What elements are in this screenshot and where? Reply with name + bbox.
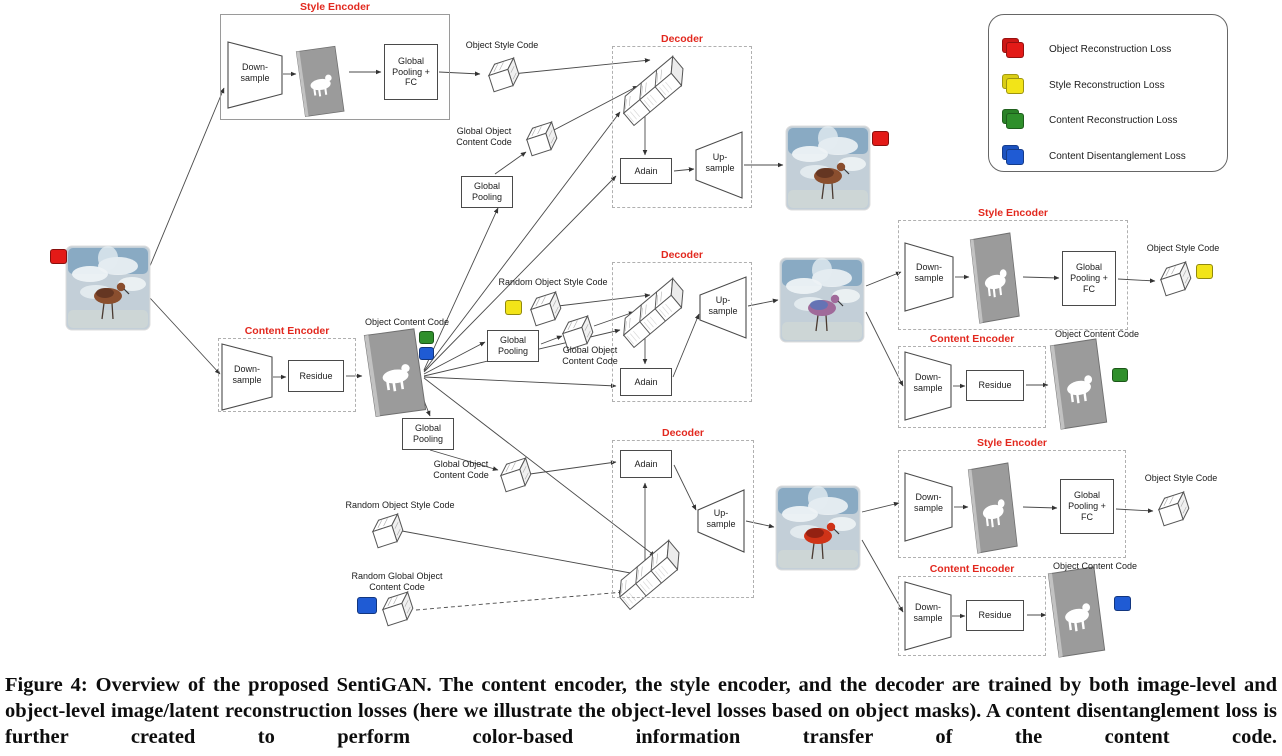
reconstructed-image [786, 126, 870, 210]
adain-top: Adain [620, 158, 672, 184]
global-pooling-fc-mid: Global Pooling + FC [1062, 251, 1116, 306]
input-image [66, 246, 150, 330]
upsample-label-decoder-top: Up-sample [705, 152, 735, 173]
object-loss-cube-input [50, 249, 67, 264]
disentanglement-loss-cube-bottom-left [357, 597, 377, 614]
content-transfer-image [776, 486, 860, 570]
legend-item-object-reconstruction [1005, 39, 1171, 59]
content-loss-cube-left [419, 331, 434, 344]
cuboid-random-object-style-code-bottom [370, 514, 406, 548]
cuboid-object-style-code-top [486, 58, 522, 92]
random-object-style-code-label-mid: Random Object Style Code [498, 277, 608, 287]
legend-item-content-reconstruction [1005, 110, 1177, 130]
adain-mid: Adain [620, 368, 672, 396]
global-pooling-mid: Global Pooling [487, 330, 539, 362]
residue-bottom: Residue [966, 600, 1024, 631]
content-disentanglement-loss-icon [1005, 149, 1023, 164]
residue-mid: Residue [966, 370, 1024, 401]
style-encoder-top-title: Style Encoder [299, 1, 371, 13]
decoder-bottom-title: Decoder [661, 427, 704, 439]
random-global-object-content-code-label: Random Global Object Content Code [351, 571, 443, 592]
object-content-code-label-bottom-right: Object Content Code [1052, 561, 1138, 571]
legend-label-content-disentanglement: Content Disentanglement Loss [1049, 150, 1186, 162]
legend-label-content-reconstruction: Content Reconstruction Loss [1049, 114, 1178, 126]
style-transfer-image [780, 258, 864, 342]
object-content-code-label-left: Object Content Code [364, 317, 450, 327]
global-object-content-code-label-top: Global Object Content Code [456, 126, 512, 147]
downsample-label-style-mid: Down-sample [914, 262, 944, 283]
global-pooling-low: Global Pooling [402, 418, 454, 450]
legend-item-content-disentanglement [1005, 146, 1186, 166]
style-reconstruction-loss-icon [1005, 78, 1023, 93]
downsample-label-content-left: Down-sample [232, 364, 262, 385]
style-loss-cube-mid [505, 300, 522, 315]
global-pooling-fc-bottom: Global Pooling + FC [1060, 479, 1114, 534]
disentanglement-loss-cube-bottom-right [1114, 596, 1131, 611]
downsample-label-style-top: Down-sample [240, 62, 270, 83]
downsample-label-content-mid: Down-sample [913, 372, 943, 393]
decoder-mid-title: Decoder [660, 249, 703, 261]
figure-caption: Figure 4: Overview of the proposed SentiGAN. The content encoder, the style encoder, and the decoder are trained by both image-level and object-level image/latent reconstruction losses (here we illustrate the object-level losses based on object masks). A content disentanglement loss is further created to perform color-based information transfer of the content code. [5, 674, 1277, 749]
upsample-label-decoder-bottom: Up-sample [706, 508, 736, 529]
global-pooling-top: Global Pooling [461, 176, 513, 208]
style-loss-cube-right [1196, 264, 1213, 279]
legend-label-object-reconstruction: Object Reconstruction Loss [1049, 43, 1172, 55]
global-object-content-code-label-low: Global Object Content Code [433, 459, 489, 480]
decoder-top-title: Decoder [660, 33, 703, 45]
global-pooling-fc-top: Global Pooling + FC [384, 44, 438, 100]
cuboid-random-object-style-code-mid [528, 292, 564, 326]
content-encoder-mid-title: Content Encoder [929, 333, 1015, 345]
style-encoder-mid-title: Style Encoder [977, 207, 1049, 219]
feature-panel-content-bottom [1048, 567, 1104, 657]
object-loss-cube-output [872, 131, 889, 146]
object-style-code-label-mid-right: Object Style Code [1146, 243, 1220, 253]
cuboid-random-global-object-content-code [380, 592, 416, 626]
random-object-style-code-label-bottom: Random Object Style Code [345, 500, 455, 510]
cuboid-global-object-content-code-top [524, 122, 560, 156]
cuboid-object-style-code-mid-right [1158, 262, 1194, 296]
cuboid-object-style-code-bottom-right [1156, 492, 1192, 526]
content-reconstruction-loss-icon [1005, 113, 1023, 128]
content-encoder-left-title: Content Encoder [244, 325, 330, 337]
legend-item-style-reconstruction [1005, 75, 1165, 95]
object-reconstruction-loss-icon [1005, 42, 1023, 57]
style-encoder-bottom-title: Style Encoder [976, 437, 1048, 449]
feature-panel-object-content-code [364, 329, 425, 416]
legend-label-style-reconstruction: Style Reconstruction Loss [1049, 79, 1165, 91]
feature-panel-content-mid [1050, 339, 1106, 429]
downsample-label-content-bottom: Down-sample [913, 602, 943, 623]
content-encoder-bottom-title: Content Encoder [929, 563, 1015, 575]
content-loss-cube-right [1112, 368, 1128, 382]
object-style-code-label-top: Object Style Code [465, 40, 539, 50]
residue-left: Residue [288, 360, 344, 392]
object-content-code-label-mid-right: Object Content Code [1054, 329, 1140, 339]
object-style-code-label-bottom-right: Object Style Code [1144, 473, 1218, 483]
loss-legend [988, 14, 1228, 172]
disentanglement-loss-cube-left [419, 347, 434, 360]
upsample-label-decoder-mid: Up-sample [708, 295, 738, 316]
adain-bottom: Adain [620, 450, 672, 478]
global-object-content-code-label-mid: Global Object Content Code [562, 345, 618, 366]
downsample-label-style-bottom: Down-sample [913, 492, 943, 513]
